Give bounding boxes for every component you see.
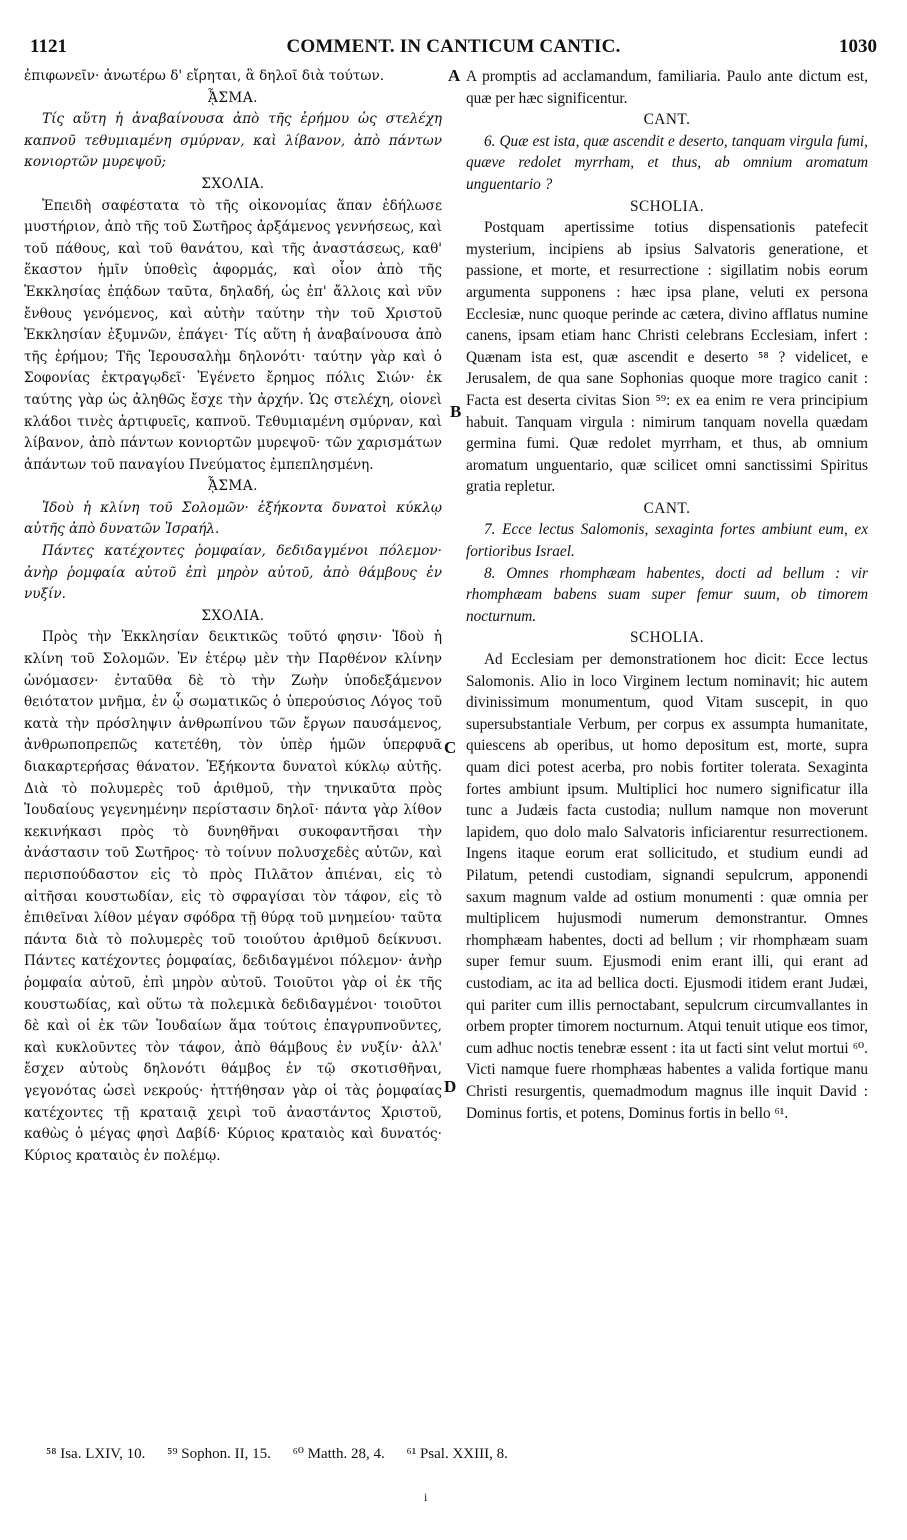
- footnote-60: ⁶⁰ Matth. 28, 4.: [292, 1446, 385, 1462]
- latin-heading-scholia-1: SCHOLIA.: [629, 197, 705, 215]
- latin-verse-6: 6. Quæ est ista, quæ ascendit e deserto, tanquam virgula fumi, quæve redolet myrrham, et thus, ab omnium aromatum unguentario ?: [466, 132, 868, 193]
- greek-heading-scholia-2: ΣΧΟΛΙΑ.: [201, 607, 265, 624]
- page-number-left: 1121: [30, 36, 67, 57]
- latin-heading-scholia-2: SCHOLIA.: [629, 629, 705, 647]
- footnote-61: ⁶¹ Psal. XXIII, 8.: [406, 1446, 508, 1462]
- footnotes: [46, 1444, 877, 1463]
- greek-intro: ἐπιφωνεῖν· ἀνωτέρω δ' εἴρηται, ἃ δηλοῖ διὰ τούτων.: [24, 68, 385, 84]
- latin-verse-8: 8. Omnes rhomphæam habentes, docti ad bellum : vir rhomphæam babens suam super femur suum, ob timorem nocturnum.: [466, 564, 868, 625]
- latin-heading-cant-1: CANT.: [643, 111, 691, 129]
- bottom-mark: i: [424, 1490, 428, 1504]
- greek-column: [24, 66, 442, 1167]
- greek-verse-6: Τίς αὕτη ἡ ἀναβαίνουσα ἀπὸ τῆς ἐρήμου ὡς στελέχη καπνοῦ τεθυμιαμένη σμύρναν, καὶ λίβανον, ἀπὸ πάντων κονιορτῶν μυρεψοῦ;: [24, 111, 442, 171]
- margin-letter-b: B: [450, 402, 462, 421]
- greek-verse-7: Ἰδοὺ ἡ κλίνη τοῦ Σολομῶν· ἑξήκοντα δυνατοὶ κύκλῳ αὐτῆς ἀπὸ δυνατῶν Ἰσραήλ.: [24, 499, 442, 538]
- margin-letter-c: C: [444, 738, 457, 757]
- latin-verse-7: 7. Ecce lectus Salomonis, sexaginta fortes ambiunt eum, ex fortioribus Israel.: [466, 521, 868, 561]
- running-title: COMMENT. IN CANTICUM CANTIC.: [286, 36, 621, 57]
- greek-heading-scholia-1: ΣΧΟΛΙΑ.: [201, 175, 265, 192]
- greek-heading-asma-2: ᾎΣΜΑ.: [208, 478, 258, 495]
- margin-letter-d: D: [444, 1077, 457, 1096]
- greek-verse-8: Πάντες κατέχοντες ῥομφαίαν, δεδιδαγμένοι πόλεμον· ἀνὴρ ῥομφαία αὐτοῦ ἐπὶ μηρὸν αὐτοῦ, ἀπὸ θάμβους ἐν νυξίν.: [24, 543, 442, 603]
- latin-intro: A promptis ad acclamandum, familiaria. Paulo ante dictum est, quæ per hæc significentur.: [466, 68, 868, 107]
- greek-scholia-2: Πρὸς τὴν Ἐκκλησίαν δεικτικῶς τοῦτό φησιν· Ἰδοὺ ἡ κλίνη τοῦ Σολομῶν. Ἐν ἑτέρῳ μὲν τὴν Παρθένον κλίνην ὠνόμασεν· ἐνταῦθα δὲ τὸ τὴν Ζωὴν ὑποδεξάμενον θειότατον μνῆμα, ἐν ᾧ σωματικῶς ὁ ὑπερούσιος Λόγος τοῦ κατὰ τὴν πρόσληψιν ἀνθρωπίνου τῶν ἔργων παυσάμενος, ἀνθρωποπρεπῶς κατετέθη, τὸν ὑπὲρ ἡμῶν ὑπερφυᾶ διακαρτερήσας θάνατον. Ἑξήκοντα δυνατοὶ κύκλῳ αὐτῆς. Διὰ τὸ πολυμερὲς τοῦ ἀριθμοῦ, τὴν τηνικαῦτα πρὸς Ἰουδαίους γεγενημένην περίστασιν δηλοῖ· πάντα γὰρ λίθον κεκινήκασι πρὸς τὸ δυνηθῆναι συκοφαντῆσαι τὴν ἀνάστασιν τοῦ Σωτῆρος· τὸ τοίνυν πολυσχεδὲς αὐτῶν, καὶ περισπούδαστον εἰς τὸ πρὸς Πιλᾶτον ἀπιέναι, εἰς τὸ αἰτῆσαι κουστωδίαν, εἰς τὸ σφραγίσαι τὸν τάφον, εἰς τὸ ἐπιθεῖναι λίθον μέγαν σφόδρα τῇ θύρᾳ τοῦ μνημείου· ταῦτα πάντα διὰ τὸ πολυμερὲς τοῦ τοιούτου ἀριθμοῦ δείκνυσι. Πάντες κατέχοντες ῥομφαίας, δεδιδαγμένοι πόλεμον· ἀνὴρ ῥομφαία αὐτοῦ, ἐπὶ μηρὸν αὐτοῦ. Τοιοῦτοι γὰρ οἱ ἐκ τῆς κουστωδίας, καὶ οὕτω τὰ πολεμικὰ δεδιδαγμένοι· τοιοῦτοι δὲ καὶ οἱ ἐκ τῶν Ἰουδαίων ἅμα τούτοις ἐπαγρυπνοῦντες, καὶ κυκλοῦντες τὸν τάφον, ἀπὸ θάμβους ἐν νυξίν· ἀλλ' ἔσχεν αὐτοὺς δηλονότι θάμβος ἐν τῷ σκοτισθῆναι, γεγονότας ὡσεὶ νεκρούς· ἡττήθησαν γὰρ οἱ τὰς ῥομφαίας κατέχοντες τῇ κραταιᾷ χειρὶ τοῦ ἀναστάντος Χριστοῦ, καθὼς ὁ μέγας φησὶ Δαβίδ· Κύριος κραταιὸς καὶ δυνατός· Κύριος κραταιὸς ἐν πολέμῳ.: [24, 629, 442, 1164]
- margin-letter-a: A: [448, 66, 461, 85]
- latin-scholia-2: Ad Ecclesiam per demonstrationem hoc dicit: Ecce lectus Salomonis. Alio in loco Virginem lectum nominavit; hic autem divinissimum monumentum, quod Vitam suscepit, in quo supersubstantiale Verbum, per corpus ex assumpta humanitate, quiescens ab operibus, ut homo depositum est, morte, supra quam dici potest acerba, pro nobis fortiter tolerata. Sexaginta fortes ambiunt ipsum. Multiplici hoc numero significatur illa tunc a Judæis facta custodia; nullum namque non moverunt lapidem, quo dolo malo Salvatoris inficiarentur resurrectionem. Ingens itaque eorum erat sollicitudo, et studium eundi ad Pilatum, petendi custodiam, signandi sepulcrum, apponendi saxum magnum valde ad ostium monumenti : quæ omnia per multiplicem hujusmodi numerum demonstrantur. Omnes rhomphæam habentes, docti ad bellum ; vir rhomphæam suam super femur suum. Ejusmodi enim erant illi, qui erant ad custodiam, ac ita ad bellica docti. Ejusmodi itidem erant Judæi, qui pariter cum illis pernoctabant, sepulcrum circumvallantes in orbem propter timorem nocturnum. Atqui tenuit utique eos timor, cum adhuc noctis tenebræ essent : ita ut facti sint velut mortui ⁶⁰. Victi namque fuere rhomphæas habentes a valida fortique manu Christi resurgentis, quemadmodum magnus ille inquit David : Dominus fortis, et potens, Dominus fortis in bello ⁶¹.: [466, 651, 868, 1122]
- footnote-59: ⁵⁹ Sophon. II, 15.: [167, 1446, 271, 1462]
- latin-heading-cant-2: CANT.: [643, 499, 691, 517]
- greek-heading-asma-1: ᾎΣΜΑ.: [208, 89, 258, 106]
- latin-scholia-1: Postquam apertissime totius dispensationis patefecit mysterium, incipiens ab ipsius Salvatoris generatione, et passione, et morte, et resurrectione : sigillatim nobis eorum argumenta supponens : hæc ipsa plane, veluti ex persona Ecclesiæ, nunc quoque perinde ac cætera, divino afflatus numine canens, ipsam etiam hanc Christi celebrans Ecclesiam, infert : Quænam ista est, quæ ascendit e deserto ⁵⁸ ? videlicet, e Jerusalem, de qua sane Sophonias quoque more tragico canit : Facta est deserta civitas Sion ⁵⁹: ex ea enim re vera principium habuit. Tanquam virgula : nimirum tanquam novella quædam germina fumi. Quæ redolet myrrham, et thus, ab omnium aromatum unguentario, quæ scilicet omni sanctissimi Spiritus gratia repletur.: [466, 219, 868, 496]
- page-number-right: 1030: [839, 36, 877, 57]
- greek-scholia-1: Ἐπειδὴ σαφέστατα τὸ τῆς οἰκονομίας ἅπαν ἐδήλωσε μυστήριον, ἀπὸ τῆς τοῦ Σωτῆρος ἀρξάμενος γεννήσεως, καὶ τοῦ πάθους, καὶ τοῦ θανάτου, καὶ τῆς ἀναστάσεως, καθ' ἕκαστον ἡμῖν ὑποθεὶς ἀφορμάς, καὶ οἷον ἀπὸ τῆς Ἐκκλησίας ἐπᾴδων ταῦτα, δηλαδή, ὡς ἐπ' ἄλλοις καὶ νῦν ἔνθους γενόμενος, καὶ αὐτὴν ταύτην τὴν τοῦ Χριστοῦ Ἐκκλησίαν ἐξυμνῶν, ἐπάγει· Τίς αὕτη ἡ ἀναβαίνουσα ἀπὸ τῆς ἐρήμου; Τῆς Ἱερουσαλὴμ δηλονότι· ταύτην γὰρ καὶ ὁ Σοφονίας ἐκτραγῳδεῖ· Ἐγένετο ἔρημος πόλις Σιών· ἐκ ταύτης γὰρ ὡς ἀληθῶς ἔσχε τὴν ἀρχήν. Ὡς στελέχη, οἱονεὶ κλάδοι τινὲς ἀρτιφυεῖς, καπνοῦ. Τεθυμιαμένη σμύρναν, καὶ λίβανον, ἀπὸ πάντων κονιορτῶν μυρεψοῦ· τῶν χαρισμάτων ἁπάντων τοῦ παναγίου Πνεύματος ἐμπεπλησμένη.: [24, 197, 442, 473]
- footnote-58: ⁵⁸ Isa. LXIV, 10.: [46, 1446, 146, 1462]
- latin-column: [466, 66, 868, 1124]
- running-header: [30, 36, 877, 62]
